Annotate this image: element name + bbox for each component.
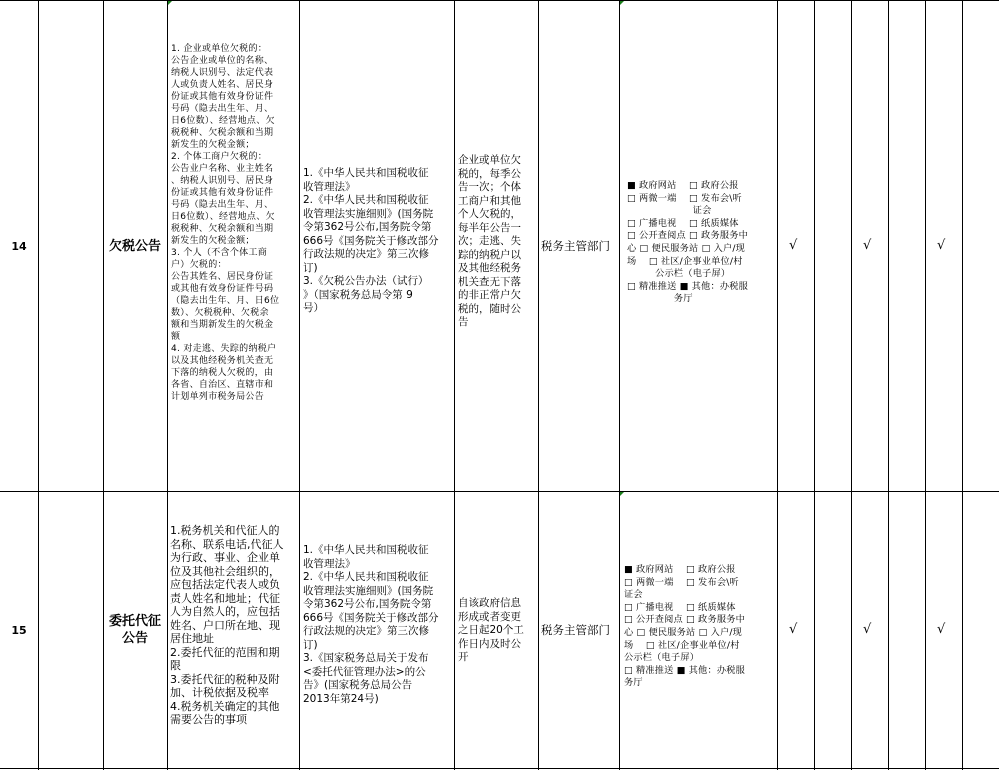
responsible-department: 税务主管部门 bbox=[541, 623, 610, 637]
check-mark: √ bbox=[789, 238, 798, 253]
disclosure-time: 自该政府信息 形成或者变更 之日起20个工 作日内及时公 开 bbox=[458, 597, 524, 663]
check-mark: √ bbox=[937, 622, 946, 637]
disclosure-channels: ■ 政府网站 □ 政府公报 □ 两微一端 □ 发布会\听 证会 □ 广播电视 □ 纸质媒体 □ 公开查阅点 □ 政务服务中 心 □ 便民服务站 □ 入户/现 场 □ 社区/企事业单位/村 公示栏（电子屏） □ 精准推送 ■ 其他：办税服 务厅 bbox=[624, 564, 745, 689]
disclosure-content: 1.税务机关和代征人的 名称、联系电话,代征人 为行政、事业、企业单 位及其他社会组织的， 应包括法定代表人或负 责人姓名和地址；代征 人为自然人的，应包括 姓名、户口所在地、现 居住地址 2.委托代征的范围和期 限 3.委托代征的税种及附 加、计税依据及税率 4.税务机关确定的其他 需要公告的事项 bbox=[170, 524, 284, 726]
check-mark: √ bbox=[863, 622, 872, 637]
check-mark: √ bbox=[863, 238, 872, 253]
row-number: 15 bbox=[11, 623, 27, 637]
disclosure-basis: 1.《中华人民共和国税收征 收管理法》 2.《中华人民共和国税收征 收管理法实施细则》(国务院 令第362号公布,国务院令第 666号《国务院关于修改部分 行政法规的决定》第三次修 订) 3.《欠税公告办法（试行） 》（国家税务总局令第 9 号） bbox=[303, 167, 439, 314]
disclosure-content: 1. 企业或单位欠税的： 公告企业或单位的名称、 纳税人识别号、法定代表 人或负责人姓名、居民身 份证或其他有效身份证件 号码（隐去出生年、月、 日6位数）、经营地点、欠 税税种、欠税余额和当期 新发生的欠税金额； 2. 个体工商户欠税的： 公告业户名称、业主姓名 、纳税人识别号、居民身 份证或其他有效身份证件 号码（隐去出生年、月、 日6位数）、经营地点、欠 税税种、欠税余额和当期 新发生的欠税金额； 3. 个人（不含个体工商 户）欠税的： 公告其姓名、居民身份证 或其他有效身份证件号码 （隐去出生年、月、日6位 数）、欠税税种、欠税余 额和当期新发生的欠税金 额 4. 对走逃、失踪的纳税户 以及其他经税务机关查无 下落的纳税人欠税的，由 各省、自治区、直辖市和 计划单列市税务局公告 bbox=[171, 44, 280, 402]
disclosure-time: 企业或单位欠 税的，每季公 告一次；个体 工商户和其他 个人欠税的， 每半年公告一 次；走逃、失 踪的纳税户以 及其他经税务 机关查无下落 的非正常户欠 税的，随时公 告 bbox=[458, 154, 521, 328]
check-mark: √ bbox=[789, 622, 798, 637]
disclosure-basis: 1.《中华人民共和国税收征 收管理法》 2.《中华人民共和国税收征 收管理法实施细则》(国务院 令第362号公布,国务院令第 666号《国务院关于修改部分 行政法规的决定》第三次修 订) 3.《国家税务总局关于发布 <委托代征管理办法>的公 告》(国家税务总局公告 2013年第24号) bbox=[303, 544, 439, 705]
responsible-department: 税务主管部门 bbox=[541, 239, 610, 253]
row-number: 14 bbox=[11, 239, 27, 253]
check-mark: √ bbox=[937, 238, 946, 253]
item-name: 委托代征 公告 bbox=[108, 614, 161, 646]
disclosure-channels: ■ 政府网站 □ 政府公报 □ 两微一端 □ 发布会\听 证会 □ 广播电视 □ 纸质媒体 □ 公开查阅点 □ 政务服务中 心 □ 便民服务站 □ 入户/现 场 □ 社区/企事业单位/村 公示栏（电子屏） □ 精准推送 ■ 其他：办税服 务厅 bbox=[627, 180, 748, 305]
item-name: 欠税公告 bbox=[108, 238, 161, 254]
